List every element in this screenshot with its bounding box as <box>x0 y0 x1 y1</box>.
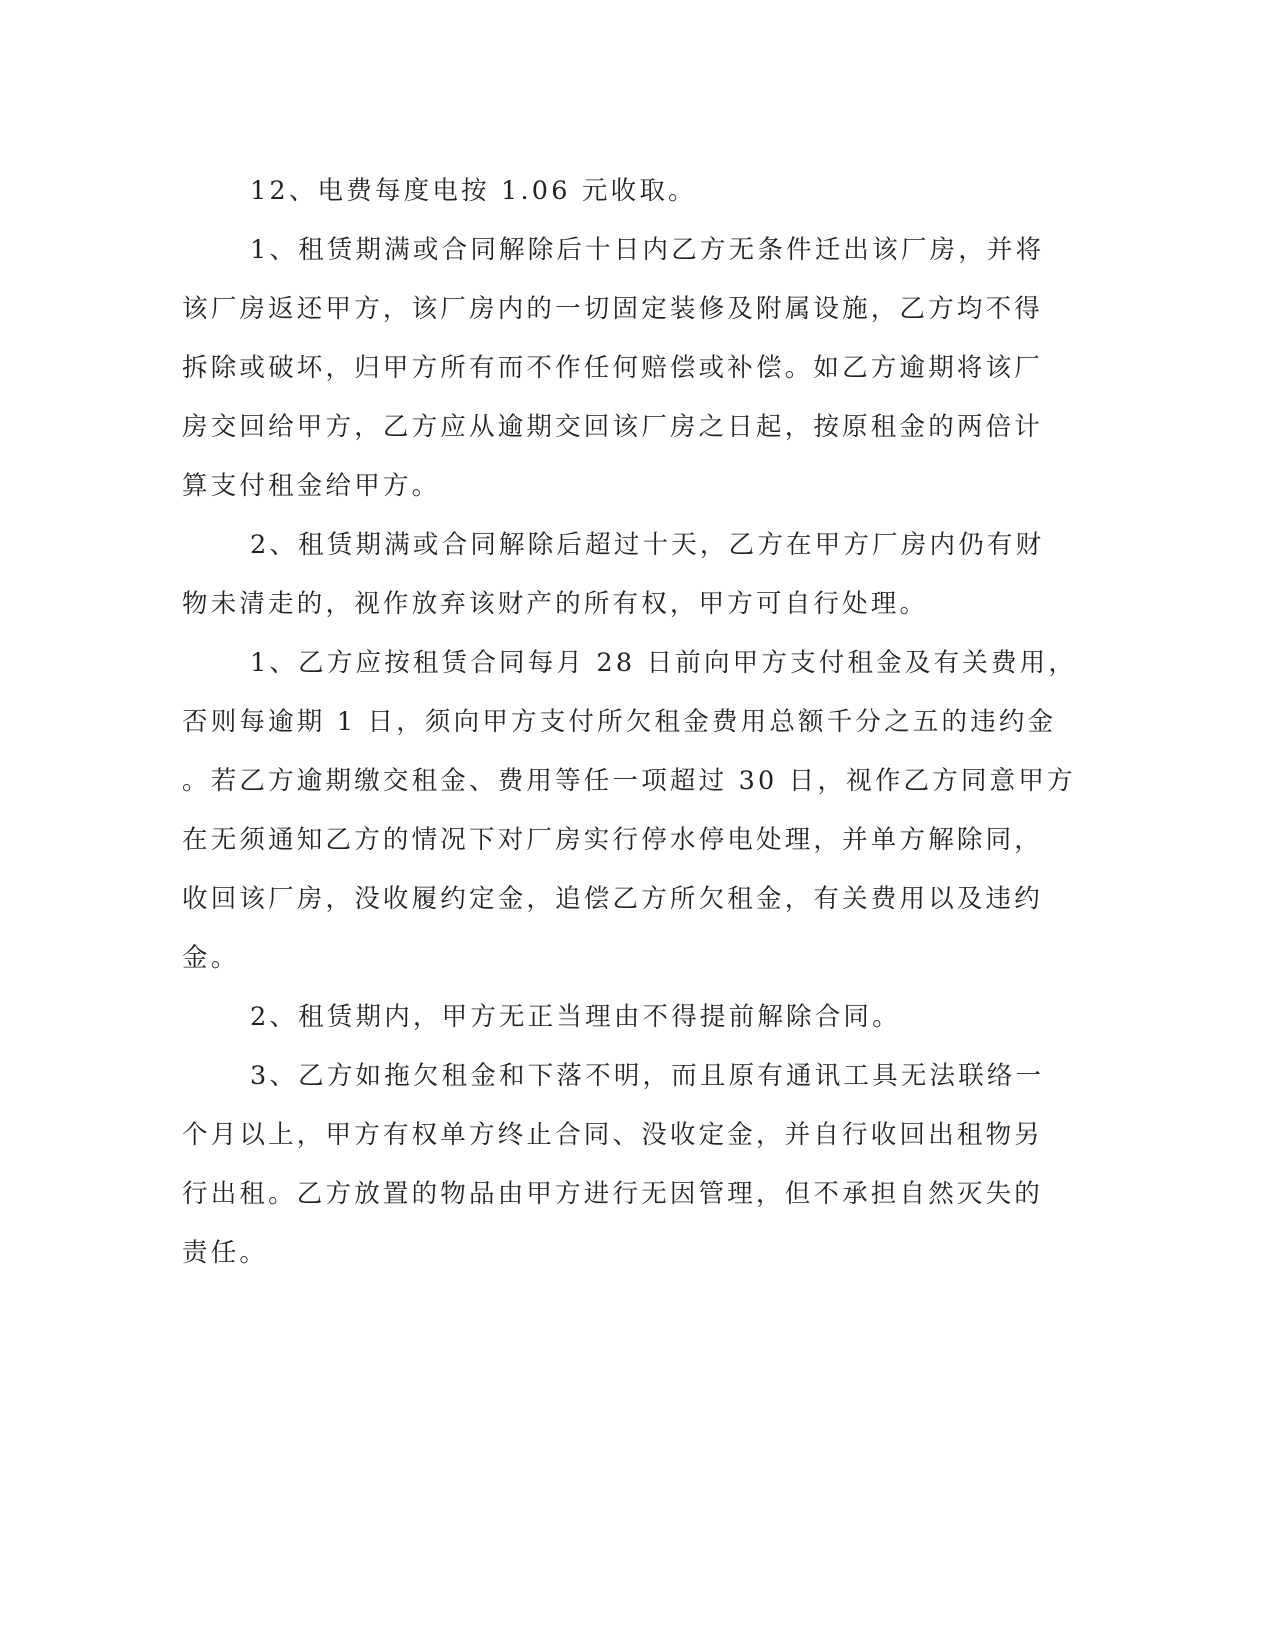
paragraph-line: 物未清走的，视作放弃该财产的所有权，甲方可自行处理。 <box>182 589 929 619</box>
paragraph-abandoned-property <box>182 516 1045 634</box>
paragraph-line: 责任。 <box>182 1238 269 1268</box>
paragraph-line: 2、租赁期满或合同解除后超过十天，乙方在甲方厂房内仍有财 <box>250 530 1045 560</box>
paragraph-line: 房交回给甲方，乙方应从逾期交回该厂房之日起，按原租金的两倍计 <box>182 412 1044 442</box>
paragraph-line: 在无须通知乙方的情况下对厂房实行停水停电处理，并单方解除同， <box>182 825 1044 855</box>
paragraph-rent-payment <box>182 634 1078 988</box>
paragraph-line: 金。 <box>182 943 240 973</box>
paragraph-line: 该厂房返还甲方，该厂房内的一切固定装修及附属设施，乙方均不得 <box>182 294 1044 324</box>
paragraph-line: 1、租赁期满或合同解除后十日内乙方无条件迁出该厂房，并将 <box>250 235 1045 265</box>
paragraph-line: 个月以上，甲方有权单方终止合同、没收定金，并自行收回出租物另 <box>182 1120 1044 1150</box>
paragraph-line: 行出租。乙方放置的物品由甲方进行无因管理，但不承担自然灭失的 <box>182 1179 1044 1209</box>
paragraph-line: 1、乙方应按租赁合同每月 28 日前向甲方支付租金及有关费用， <box>250 648 1078 678</box>
paragraph-electricity-fee <box>182 162 1027 221</box>
paragraph-tenant-default <box>182 1047 1045 1283</box>
document-body <box>182 162 1078 1283</box>
paragraph-line: 收回该厂房，没收履约定金，追偿乙方所欠租金，有关费用以及违约 <box>182 884 1044 914</box>
paragraph-vacate-premises <box>182 221 1045 516</box>
paragraph-line: 2、租赁期内，甲方无正当理由不得提前解除合同。 <box>250 1002 901 1032</box>
paragraph-line: 算支付租金给甲方。 <box>182 471 441 501</box>
paragraph-early-termination <box>182 988 1027 1047</box>
paragraph-line: 12、电费每度电按 1.06 元收取。 <box>250 176 697 206</box>
paragraph-line: 。若乙方逾期缴交租金、费用等任一项超过 30 日，视作乙方同意甲方 <box>182 766 1076 796</box>
paragraph-line: 3、乙方如拖欠租金和下落不明，而且原有通讯工具无法联络一 <box>250 1061 1045 1091</box>
paragraph-line: 拆除或破坏，归甲方所有而不作任何赔偿或补偿。如乙方逾期将该厂 <box>182 353 1044 383</box>
paragraph-line: 否则每逾期 1 日，须向甲方支付所欠租金费用总额千分之五的违约金 <box>182 707 1057 737</box>
